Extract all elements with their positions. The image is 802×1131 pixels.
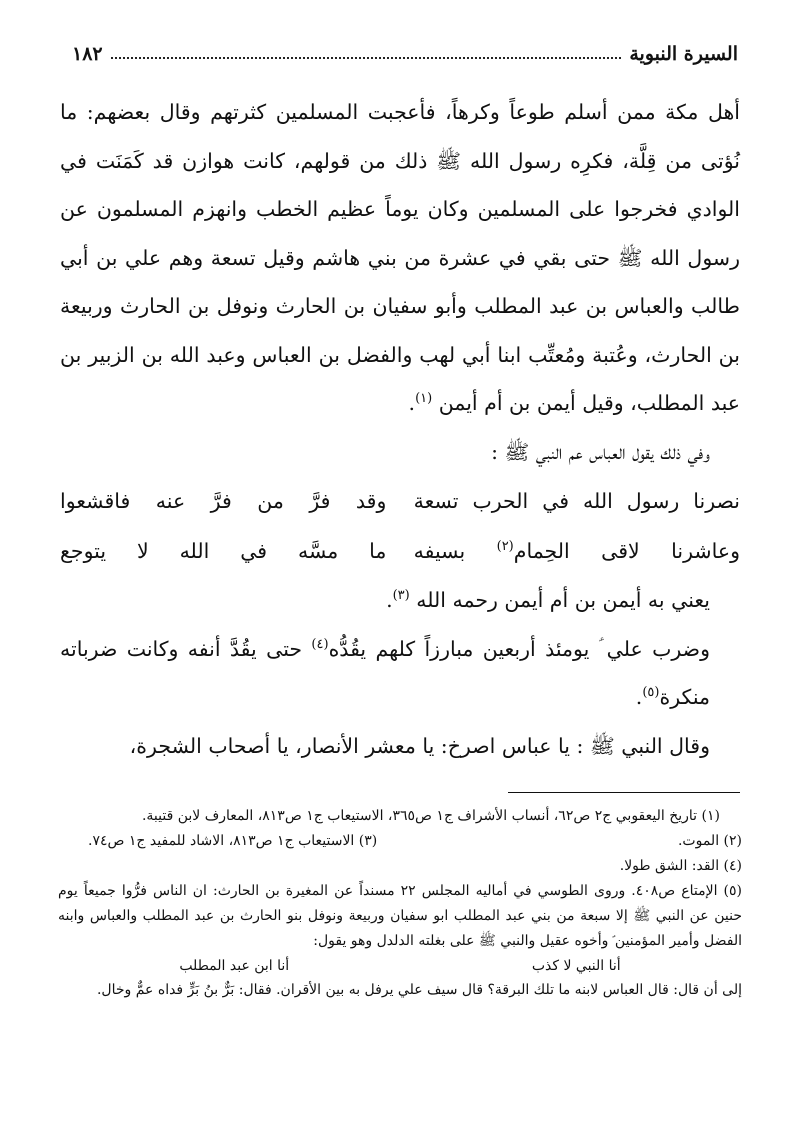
page-number: ١٨٢ bbox=[72, 43, 103, 65]
footnote-2: (٢) الموت. bbox=[677, 833, 742, 849]
footnote-ref-3: (٣) bbox=[392, 588, 410, 604]
main-text bbox=[60, 88, 740, 770]
hemistich-2a: وعاشرنا لاقى الحِمام$^{(٢)}$ بسيفه bbox=[413, 538, 740, 563]
footnote-ref-1: (١) bbox=[415, 391, 433, 407]
verse-line-1 bbox=[60, 476, 740, 526]
footnote-1: (١) تاريخ اليعقوبي ج٢ ص٦٢، أنساب الأشراف ج١ ص٣٦٥، الاستيعاب ج١ ص٨١٣، المعارف لابن قتيبة. bbox=[141, 808, 720, 824]
footnote-4: (٤) القد: الشق طولا. bbox=[619, 858, 742, 874]
footnotes bbox=[58, 804, 742, 1003]
paragraph-1: أهل مكة ممن أسلم طوعاً وكرهاً، فأعجبت المسلمين كثرتهم وقال بعضهم: ما نُؤتى من قِلَّة، فكرِه رسول الله ﷺ ذلك من قولهم، كانت هوازن قد كَمَنَت في الوادي فخرجوا على المسلمين وكان يوماً عظيم الخطب وانهزم المسلمون عن رسول الله ﷺ حتى بقي في عشرة من بني هاشم وقيل تسعة وهم علي بن أبي طالب والعباس بن عبد المطلب وأبو سفيان بن الحارث ونوفل بن الحارث وربيعة بن الحارث، وعُتبة ومُعتِّب ابنا أبي لهب والفضل بن العباس وعبد الله بن الزبير بن عبد المطلب، وقيل أيمن بن أم أيمن $^{(١)}$. bbox=[60, 100, 740, 415]
footnote-verse bbox=[58, 954, 742, 978]
footnote-5-end: إلى أن قال: قال العباس لابنه ما تلك البرقة؟ قال سيف علي يرفل به بين الأقران. فقال: بَرٌّ بنُ بَرٍّ فداه عمٌّ وخال. bbox=[96, 982, 742, 998]
footnote-hemistich-a: أنا النبي لا كذب bbox=[531, 958, 621, 974]
footnote-ref-5: (٥) bbox=[642, 685, 660, 701]
footnote-separator bbox=[508, 792, 740, 793]
hemistich-1a: نصرنا رسول الله في الحرب تسعة bbox=[413, 488, 740, 513]
hemistich-2b: ما مسَّه في الله لا يتوجع bbox=[60, 538, 387, 563]
footnote-5: (٥) الإمتاع ص٤٠٨. وروى الطوسي في أماليه المجلس ٢٢ مسنداً عن المغيرة بن الحارث: ان الناس فرُّوا جميعاً يوم حنين عن النبي ﷺ إلا سبعة من بني عبد المطلب ابو سفيان وربيعة ونوفل بنو الحارث بن عبد المطلب والعباس وابنه الفضل وأمير المؤمنين ؑ وأخوه عقيل والنبي ﷺ على بغلته الدلدل وهو يقول: bbox=[58, 883, 742, 949]
paragraph-4: وضرب علي ؑ يومئذ أربعين مبارزاً كلهم يقُدُّه$^{(٤)}$ حتى يقُدَّ أنفه وكانت ضرباته منكرة$^{(٥)}$. bbox=[60, 636, 710, 709]
footnote-hemistich-b: أنا ابن عبد المطلب bbox=[179, 958, 290, 974]
footnote-3: (٣) الاستيعاب ج١ ص٨١٣، الاشاد للمفيد ج١ ص٧٤. bbox=[88, 833, 378, 849]
hemistich-1b: وقد فرَّ من فرَّ عنه فاقشعوا bbox=[60, 488, 387, 513]
footnote-ref-4: (٤) bbox=[311, 636, 329, 652]
verse-line-2 bbox=[60, 526, 740, 576]
paragraph-5: وقال النبي ﷺ : يا عباس اصرخ: يا معشر الأنصار، يا أصحاب الشجرة، bbox=[129, 733, 710, 758]
footnote-ref-2: (٢) bbox=[496, 538, 514, 554]
paragraph-2: وفي ذلك يقول العباس عم النبي ﷺ : bbox=[491, 439, 710, 464]
poem bbox=[60, 476, 740, 576]
header-leader-dots bbox=[111, 57, 622, 59]
footnote-row bbox=[58, 829, 742, 854]
page-header bbox=[62, 40, 738, 68]
paragraph-3: يعني به أيمن بن أم أيمن رحمه الله $^{(٣)}$. bbox=[386, 588, 710, 612]
running-title: السيرة النبوية bbox=[629, 43, 738, 65]
